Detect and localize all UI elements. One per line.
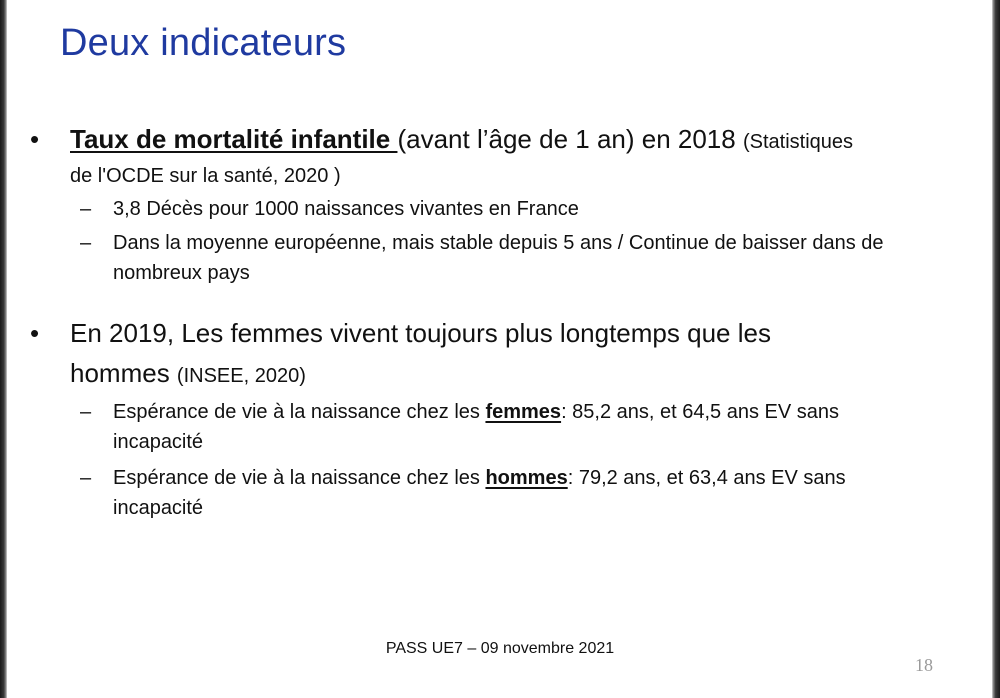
bullet-2-sub-2-suffix: : 79,2 ans, et 63,4 ans EV sans [567, 467, 846, 489]
bullet-1-source-line2: de l'OCDE sur la santé, 2020 ) [70, 165, 341, 187]
slide-footer: PASS UE7 – 09 novembre 2021 [385, 640, 615, 657]
sub-dash: – [80, 401, 92, 423]
bullet-2-sub-1-suffix: : 85,2 ans, et 64,5 ans EV sans [561, 401, 840, 423]
bullet-2-sub-1-prefix: Espérance de vie à la naissance chez les [113, 401, 486, 423]
bullet-2-sub-2-prefix: Espérance de vie à la naissance chez les [113, 467, 486, 489]
bullet-2-line2 [70, 356, 970, 393]
bullet-2-line1: En 2019, Les femmes vivent toujours plus longtemps que les [70, 318, 771, 348]
bullet-1-strong: Taux de mortalité infantile [70, 124, 398, 154]
bullet-1-source: (Statistiques [742, 131, 854, 153]
bullet-2-text: hommes [70, 358, 177, 388]
page-number: 18 [915, 655, 933, 675]
bullet-2-sub-1-strong: femmes [485, 401, 562, 423]
bullet-1-sub-1: 3,8 Décès pour 1000 naissances vivantes en France [113, 198, 579, 220]
bullet-2-sub-2-strong: hommes [485, 467, 568, 489]
window-frame-left [0, 0, 7, 698]
bullet-1-source-continued [70, 156, 970, 193]
slide-title: Deux indicateurs [60, 22, 347, 64]
bullet-2-source: (INSEE, 2020) [176, 365, 306, 387]
bullet-2-sub-1-line1 [113, 397, 975, 427]
bullet-1 [70, 122, 970, 159]
window-frame-right [992, 0, 1000, 698]
sub-dash: – [80, 198, 92, 220]
bullet-marker: • [30, 318, 40, 348]
sub-dash: – [80, 467, 92, 489]
bullet-2-sub-2-line1 [113, 463, 975, 493]
bullet-1-sub-2-line2: nombreux pays [113, 262, 250, 284]
bullet-marker: • [30, 124, 40, 154]
bullet-1-text: (avant l’âge de 1 an) en 2018 [397, 124, 743, 154]
bullet-2-sub-1-line2: incapacité [113, 431, 204, 453]
sub-dash: – [80, 232, 92, 254]
bullet-2-sub-2-line2: incapacité [113, 497, 204, 519]
bullet-1-sub-2-line1: Dans la moyenne européenne, mais stable depuis 5 ans / Continue de baisser dans de [113, 232, 884, 254]
